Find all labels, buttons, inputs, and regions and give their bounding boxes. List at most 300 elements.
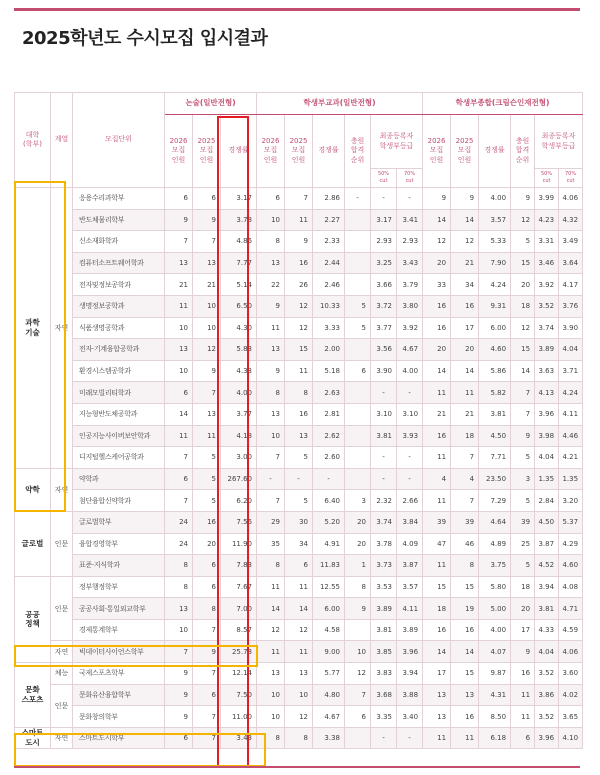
value-cell: 11 [451, 727, 479, 749]
value-cell: 15 [285, 339, 313, 361]
value-cell: 11 [257, 641, 285, 663]
unit-name-cell: 융합경영학부 [73, 533, 165, 555]
value-cell: 3.81 [479, 403, 511, 425]
value-cell: 6 [511, 727, 535, 749]
header-waitlist: 충원 합격 순위 [511, 115, 535, 188]
value-cell: 12 [511, 209, 535, 231]
table-row [15, 360, 583, 382]
value-cell: 10 [193, 317, 221, 339]
value-cell: 7.77 [221, 252, 257, 274]
value-cell [345, 447, 371, 469]
header-cut-50: 50% cut [371, 169, 397, 188]
value-cell: 3.93 [397, 425, 423, 447]
value-cell: - [371, 188, 397, 210]
value-cell: 1.35 [559, 468, 583, 490]
value-cell: 12 [285, 317, 313, 339]
header-essay-group: 논술(일반전형) [165, 93, 257, 115]
value-cell: 3.77 [221, 403, 257, 425]
table-row [15, 576, 583, 598]
value-cell: 10 [257, 684, 285, 706]
value-cell: 7 [511, 382, 535, 404]
value-cell: 4.11 [397, 598, 423, 620]
value-cell: 3.84 [397, 511, 423, 533]
table-row [15, 317, 583, 339]
track-cell: 자연 [51, 641, 73, 663]
results-table [14, 92, 583, 749]
value-cell: 7 [193, 663, 221, 685]
table-body [15, 188, 583, 749]
header-cap-2026: 2026 모집 인원 [257, 115, 285, 188]
value-cell: 20 [511, 274, 535, 296]
value-cell: 3.57 [397, 576, 423, 598]
value-cell: 3.38 [313, 727, 345, 749]
value-cell: 9.00 [313, 641, 345, 663]
value-cell: 10 [285, 684, 313, 706]
unit-name-cell: 생명정보공학과 [73, 295, 165, 317]
value-cell: 6 [165, 727, 193, 749]
value-cell: 7 [193, 382, 221, 404]
value-cell: 7.56 [221, 511, 257, 533]
header-ratio: 경쟁률 [479, 115, 511, 188]
value-cell: 46 [451, 533, 479, 555]
value-cell: 5 [193, 468, 221, 490]
value-cell: 3.41 [397, 209, 423, 231]
value-cell: 19 [451, 598, 479, 620]
value-cell: 4.06 [559, 641, 583, 663]
value-cell: 7 [165, 231, 193, 253]
header-cut-70: 70% cut [559, 169, 583, 188]
track-cell: 체능 [51, 663, 73, 685]
value-cell: 4.52 [535, 555, 559, 577]
value-cell: 35 [257, 533, 285, 555]
value-cell: 6 [165, 382, 193, 404]
value-cell: - [397, 188, 423, 210]
value-cell: 12 [257, 619, 285, 641]
value-cell: 16 [451, 295, 479, 317]
value-cell: 2.86 [313, 188, 345, 210]
value-cell: 7 [193, 706, 221, 728]
value-cell: 9 [193, 360, 221, 382]
value-cell: 4.50 [535, 511, 559, 533]
value-cell: 3.96 [397, 641, 423, 663]
value-cell: 5.00 [479, 598, 511, 620]
value-cell: 5.37 [559, 511, 583, 533]
value-cell: 6.50 [221, 295, 257, 317]
value-cell: 15 [511, 252, 535, 274]
value-cell: 4 [423, 468, 451, 490]
value-cell: 9 [193, 641, 221, 663]
value-cell: 5.86 [479, 360, 511, 382]
value-cell: 9 [193, 209, 221, 231]
value-cell: 2.46 [313, 274, 345, 296]
value-cell: 4.32 [559, 209, 583, 231]
value-cell: 18 [511, 576, 535, 598]
value-cell: 3.65 [559, 706, 583, 728]
value-cell: 3.94 [535, 576, 559, 598]
value-cell: 9 [345, 598, 371, 620]
value-cell: 16 [193, 511, 221, 533]
value-cell: 4.86 [221, 231, 257, 253]
value-cell: - [371, 727, 397, 749]
table-row [15, 188, 583, 210]
college-cell: 약학 [15, 468, 51, 511]
bottom-accent-bar [14, 766, 580, 768]
value-cell: 9 [257, 360, 285, 382]
table-row [15, 727, 583, 749]
value-cell: 47 [423, 533, 451, 555]
value-cell: 9 [511, 641, 535, 663]
value-cell: 16 [511, 663, 535, 685]
value-cell: 4.13 [535, 382, 559, 404]
track-cell: 인문 [51, 511, 73, 576]
value-cell: 14 [165, 403, 193, 425]
value-cell [345, 403, 371, 425]
value-cell: 9 [165, 706, 193, 728]
value-cell: 3 [511, 468, 535, 490]
value-cell: 12 [285, 295, 313, 317]
value-cell [345, 382, 371, 404]
value-cell: - [345, 188, 371, 210]
value-cell: 5.82 [479, 382, 511, 404]
value-cell: 8 [257, 555, 285, 577]
value-cell: 9 [511, 425, 535, 447]
track-cell: 자연 [51, 468, 73, 511]
value-cell: 21 [165, 274, 193, 296]
unit-name-cell: 공공사회·통일외교학부 [73, 598, 165, 620]
header-cap-2026: 2026 모집 인원 [423, 115, 451, 188]
table-row [15, 231, 583, 253]
value-cell: 4.17 [559, 274, 583, 296]
value-cell: 16 [451, 619, 479, 641]
value-cell: 6 [345, 706, 371, 728]
value-cell: 16 [423, 317, 451, 339]
value-cell: 5 [511, 555, 535, 577]
value-cell: 3.92 [397, 317, 423, 339]
value-cell: 14 [451, 641, 479, 663]
college-cell: 공공 정책 [15, 576, 51, 662]
value-cell: 12.14 [221, 663, 257, 685]
value-cell: 12 [451, 231, 479, 253]
value-cell: 10.33 [313, 295, 345, 317]
value-cell: 3.90 [559, 317, 583, 339]
value-cell: 2.27 [313, 209, 345, 231]
value-cell: 7 [451, 490, 479, 512]
value-cell: 9 [165, 209, 193, 231]
value-cell: 7.50 [221, 684, 257, 706]
value-cell: 9 [511, 188, 535, 210]
value-cell: 3.57 [479, 209, 511, 231]
value-cell: 4.91 [313, 533, 345, 555]
value-cell: 15 [451, 663, 479, 685]
college-cell: 과학 기술 [15, 188, 51, 469]
table-row [15, 533, 583, 555]
value-cell: 2.93 [371, 231, 397, 253]
value-cell: 8 [285, 727, 313, 749]
table-row [15, 295, 583, 317]
value-cell: 4.50 [479, 425, 511, 447]
unit-name-cell: 미래모빌리티학과 [73, 382, 165, 404]
value-cell: 11 [511, 684, 535, 706]
value-cell: 7 [165, 490, 193, 512]
value-cell: 4.00 [397, 360, 423, 382]
value-cell: 7 [511, 403, 535, 425]
value-cell: 20 [423, 339, 451, 361]
value-cell: 8 [165, 576, 193, 598]
value-cell: 3.89 [371, 598, 397, 620]
value-cell: 2.63 [313, 382, 345, 404]
value-cell: 11 [165, 425, 193, 447]
track-cell: 인문 [51, 576, 73, 641]
value-cell: 11 [257, 317, 285, 339]
value-cell: 3.53 [371, 576, 397, 598]
value-cell: 4.00 [221, 382, 257, 404]
value-cell: 1 [345, 555, 371, 577]
unit-name-cell: 식품생명공학과 [73, 317, 165, 339]
value-cell: 7.83 [221, 555, 257, 577]
value-cell: 14 [451, 360, 479, 382]
value-cell: 6 [193, 576, 221, 598]
value-cell: 15 [511, 339, 535, 361]
value-cell: 8.50 [479, 706, 511, 728]
value-cell: 11 [285, 360, 313, 382]
value-cell: 7.71 [479, 447, 511, 469]
value-cell [345, 209, 371, 231]
value-cell: 16 [423, 295, 451, 317]
value-cell: 9 [451, 188, 479, 210]
value-cell: 3.52 [535, 663, 559, 685]
header-waitlist: 충원 합격 순위 [345, 115, 371, 188]
value-cell: - [313, 468, 345, 490]
value-cell: 9 [165, 663, 193, 685]
value-cell: 3.49 [559, 231, 583, 253]
value-cell: 6 [193, 555, 221, 577]
value-cell: 10 [257, 706, 285, 728]
value-cell: 10 [257, 209, 285, 231]
value-cell [345, 231, 371, 253]
value-cell: 15 [451, 576, 479, 598]
value-cell: 7.67 [221, 576, 257, 598]
value-cell: 8 [285, 382, 313, 404]
table-row [15, 252, 583, 274]
value-cell: 24 [165, 533, 193, 555]
value-cell: 3.63 [535, 360, 559, 382]
value-cell: 2.62 [313, 425, 345, 447]
value-cell: 15 [423, 576, 451, 598]
value-cell: 3.80 [397, 295, 423, 317]
value-cell: 6 [165, 188, 193, 210]
value-cell: 4.09 [397, 533, 423, 555]
value-cell: 14 [285, 598, 313, 620]
value-cell: 3.98 [535, 425, 559, 447]
value-cell: 4.59 [559, 619, 583, 641]
value-cell: 4.00 [479, 188, 511, 210]
value-cell: 20 [511, 598, 535, 620]
value-cell: 11.83 [313, 555, 345, 577]
value-cell: 3.35 [371, 706, 397, 728]
value-cell: 3.00 [221, 447, 257, 469]
value-cell: 5 [285, 490, 313, 512]
value-cell: 1.35 [535, 468, 559, 490]
value-cell: 11 [451, 382, 479, 404]
header-ratio: 경쟁률 [221, 115, 257, 188]
value-cell: 7.00 [221, 598, 257, 620]
value-cell: 3.76 [559, 295, 583, 317]
value-cell: - [257, 468, 285, 490]
table-row [15, 511, 583, 533]
value-cell: 3.71 [559, 360, 583, 382]
value-cell: 4.02 [559, 684, 583, 706]
value-cell: 11 [285, 209, 313, 231]
header-grade: 최종등록자 학생부등급 [535, 115, 583, 169]
value-cell: 11 [423, 382, 451, 404]
value-cell: 10 [193, 295, 221, 317]
value-cell: 7 [285, 188, 313, 210]
value-cell: 3.73 [371, 555, 397, 577]
header-college: 대학 (학부) [15, 93, 51, 188]
value-cell: 5 [345, 317, 371, 339]
value-cell: 3.10 [397, 403, 423, 425]
value-cell: 9.87 [479, 663, 511, 685]
value-cell: 29 [257, 511, 285, 533]
value-cell: 4.80 [313, 684, 345, 706]
value-cell: 3.17 [371, 209, 397, 231]
table-row [15, 382, 583, 404]
value-cell: 7 [165, 447, 193, 469]
value-cell: 13 [257, 403, 285, 425]
value-cell: 5.14 [221, 274, 257, 296]
college-cell: 글로벌 [15, 511, 51, 576]
value-cell: 9.31 [479, 295, 511, 317]
value-cell: 3.56 [371, 339, 397, 361]
value-cell: 2.44 [313, 252, 345, 274]
value-cell: 5 [511, 447, 535, 469]
value-cell: 13 [193, 403, 221, 425]
value-cell: 13 [165, 252, 193, 274]
value-cell: 3.96 [535, 727, 559, 749]
top-accent-bar [14, 8, 580, 11]
value-cell: - [397, 382, 423, 404]
value-cell: 20 [451, 339, 479, 361]
value-cell: 4.67 [313, 706, 345, 728]
value-cell: 13 [257, 339, 285, 361]
value-cell: 26 [285, 274, 313, 296]
value-cell: 12 [345, 663, 371, 685]
value-cell: 16 [451, 706, 479, 728]
unit-name-cell: 컴퓨터소프트웨어학과 [73, 252, 165, 274]
table-row [15, 339, 583, 361]
table-row [15, 490, 583, 512]
value-cell: 14 [423, 209, 451, 231]
value-cell: 11 [285, 641, 313, 663]
value-cell: 5 [193, 447, 221, 469]
unit-name-cell: 전자및정보공학과 [73, 274, 165, 296]
value-cell: 4 [451, 468, 479, 490]
value-cell: 7 [193, 727, 221, 749]
unit-name-cell: 응용수리과학부 [73, 188, 165, 210]
value-cell: 4.18 [221, 425, 257, 447]
unit-name-cell: 신소재화학과 [73, 231, 165, 253]
value-cell: 4.60 [479, 339, 511, 361]
value-cell: 13 [193, 252, 221, 274]
value-cell: 6.00 [313, 598, 345, 620]
value-cell: 11 [423, 447, 451, 469]
value-cell: 21 [423, 403, 451, 425]
table-row [15, 425, 583, 447]
value-cell: 267.60 [221, 468, 257, 490]
value-cell: 3.78 [221, 209, 257, 231]
value-cell: 8 [257, 727, 285, 749]
value-cell: - [371, 382, 397, 404]
value-cell: 3.83 [371, 663, 397, 685]
value-cell: 3.72 [371, 295, 397, 317]
value-cell: 4.08 [559, 576, 583, 598]
table-row [15, 555, 583, 577]
value-cell: 3.94 [397, 663, 423, 685]
value-cell: 9 [423, 188, 451, 210]
header-subject-group: 학생부교과(일반전형) [257, 93, 423, 115]
value-cell: 5.77 [313, 663, 345, 685]
value-cell: 20 [423, 252, 451, 274]
value-cell: 4.29 [559, 533, 583, 555]
unit-name-cell: 정부행정학부 [73, 576, 165, 598]
value-cell: 8 [257, 382, 285, 404]
value-cell: 4.04 [535, 641, 559, 663]
unit-name-cell: 약학과 [73, 468, 165, 490]
value-cell: 12 [511, 317, 535, 339]
value-cell: 14 [451, 209, 479, 231]
value-cell [345, 727, 371, 749]
value-cell: 2.33 [313, 231, 345, 253]
value-cell: 7 [193, 231, 221, 253]
value-cell: 4.30 [221, 317, 257, 339]
value-cell: 16 [285, 252, 313, 274]
value-cell: 5.80 [479, 576, 511, 598]
value-cell: 7.29 [479, 490, 511, 512]
value-cell: 3.46 [535, 252, 559, 274]
college-cell: 문화 스포츠 [15, 663, 51, 728]
value-cell: 13 [257, 252, 285, 274]
table-row [15, 274, 583, 296]
value-cell: 7 [257, 490, 285, 512]
table-row [15, 598, 583, 620]
value-cell: 4.07 [479, 641, 511, 663]
value-cell: 3.33 [313, 317, 345, 339]
value-cell: 30 [285, 511, 313, 533]
value-cell: 3.25 [371, 252, 397, 274]
value-cell: 24 [165, 511, 193, 533]
header-cut-50: 50% cut [535, 169, 559, 188]
value-cell: 3.52 [535, 295, 559, 317]
value-cell: 3.87 [535, 533, 559, 555]
value-cell [345, 619, 371, 641]
value-cell: 16 [285, 403, 313, 425]
value-cell: 4.06 [559, 188, 583, 210]
value-cell: 12.55 [313, 576, 345, 598]
value-cell: 3.52 [535, 706, 559, 728]
value-cell: - [397, 468, 423, 490]
value-cell: 12 [193, 339, 221, 361]
value-cell: 6.00 [479, 317, 511, 339]
track-cell: 자연 [51, 727, 73, 749]
value-cell: 3.74 [371, 511, 397, 533]
value-cell: 13 [165, 339, 193, 361]
value-cell: 3.74 [535, 317, 559, 339]
value-cell: 4.24 [479, 274, 511, 296]
header-cap-2026: 2026 모집 인원 [165, 115, 193, 188]
value-cell: 3.66 [371, 274, 397, 296]
value-cell: 21 [451, 403, 479, 425]
header-ratio: 경쟁률 [313, 115, 345, 188]
